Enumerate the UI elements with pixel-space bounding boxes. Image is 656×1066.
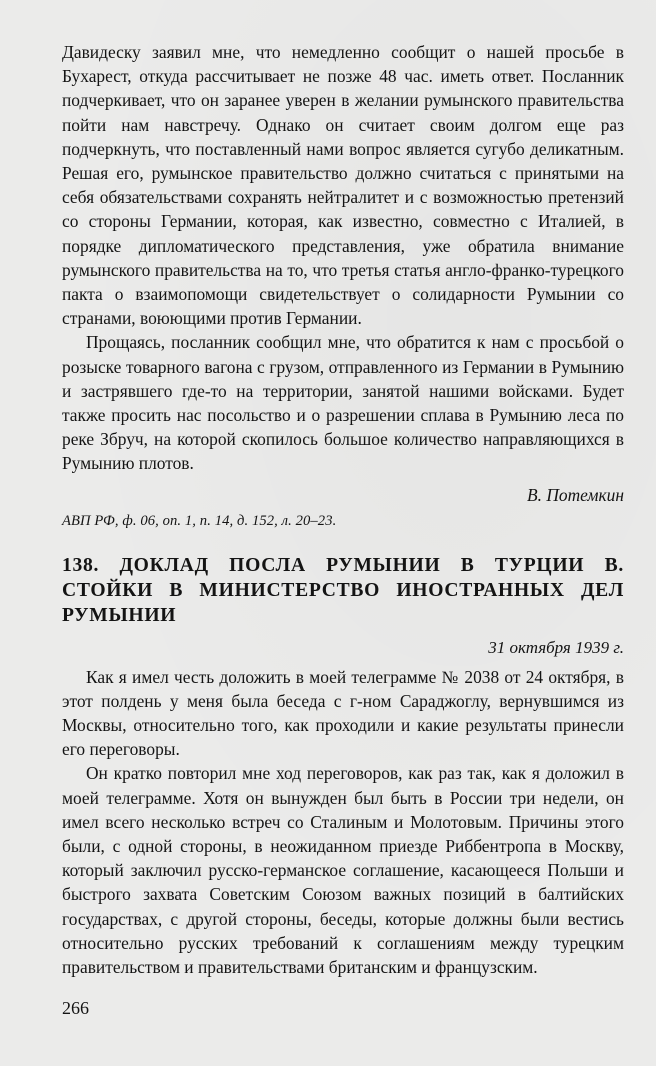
body-paragraph: Прощаясь, посланник сообщил мне, что обратится к нам с просьбой о розыске товарного вагона с грузом, отправленного из Германии в Румынию и застрявшего где-то на территории, занятой нашими войсками. Будет также просить нас посольство и о разрешении сплава в Румынию леса по реке Збруч, на которой скопилось большое количество направляющихся в Румынию плотов. xyxy=(62,332,624,474)
document-date: 31 октября 1939 г. xyxy=(488,637,624,657)
page-number: 266 xyxy=(62,998,89,1018)
archive-reference: АВП РФ, ф. 06, оп. 1, п. 14, д. 152, л. 20–23. xyxy=(62,512,337,529)
body-paragraph: Он кратко повторил мне ход переговоров, как раз так, как я доложил в моей телеграмме. Хотя он вынужден был быть в России три недели, он имел всего несколько встреч со Сталиным и Молотовым. Причины этого были, с одной стороны, в неожиданном приезде Риббентропа в Москву, который заключил русско-германское соглашение, касающееся Польши и быстрого захвата Советским Союзом важных позиций в балтийских государствах, с другой стороны, беседы, которые должны были вестись относительно русских требований к соглашениям между турецким правительством и правительствами британским и французским. xyxy=(62,763,624,978)
text-column xyxy=(62,40,624,979)
document-heading: 138. ДОКЛАД ПОСЛА РУМЫНИИ В ТУРЦИИ В. СТОЙКИ В МИНИСТЕРСТВО ИНОСТРАННЫХ ДЕЛ РУМЫНИИ xyxy=(62,554,624,626)
signature: В. Потемкин xyxy=(527,484,624,505)
body-paragraph: Давидеску заявил мне, что немедленно сообщит о нашей просьбе в Бухарест, откуда рассчитывает не позже 48 час. иметь ответ. Посланник подчеркивает, что он заранее уверен в желании румынского правительства пойти нам навстречу. Однако он считает своим долгом еще раз подчеркнуть, что поставленный нами вопрос является сугубо деликатным. Решая его, румынское правительство должно считаться с принятыми на себя обязательствами сохранять нейтралитет и с возможностью претензий со стороны Германии, которая, как известно, совместно с Италией, в порядке дипломатического представления, уже обратила внимание румынского правительства на то, что третья статья англо-франко-турецкого пакта о взаимопомощи свидетельствует о солидарности Румынии со странами, воюющими против Германии. xyxy=(62,42,624,329)
body-paragraph: Как я имел честь доложить в моей телеграмме № 2038 от 24 октября, в этот полдень у меня была беседа с г-ном Сараджоглу, вернувшимся из Москвы, относительно того, как проходили и какие результаты принесли его переговоры. xyxy=(62,666,624,760)
